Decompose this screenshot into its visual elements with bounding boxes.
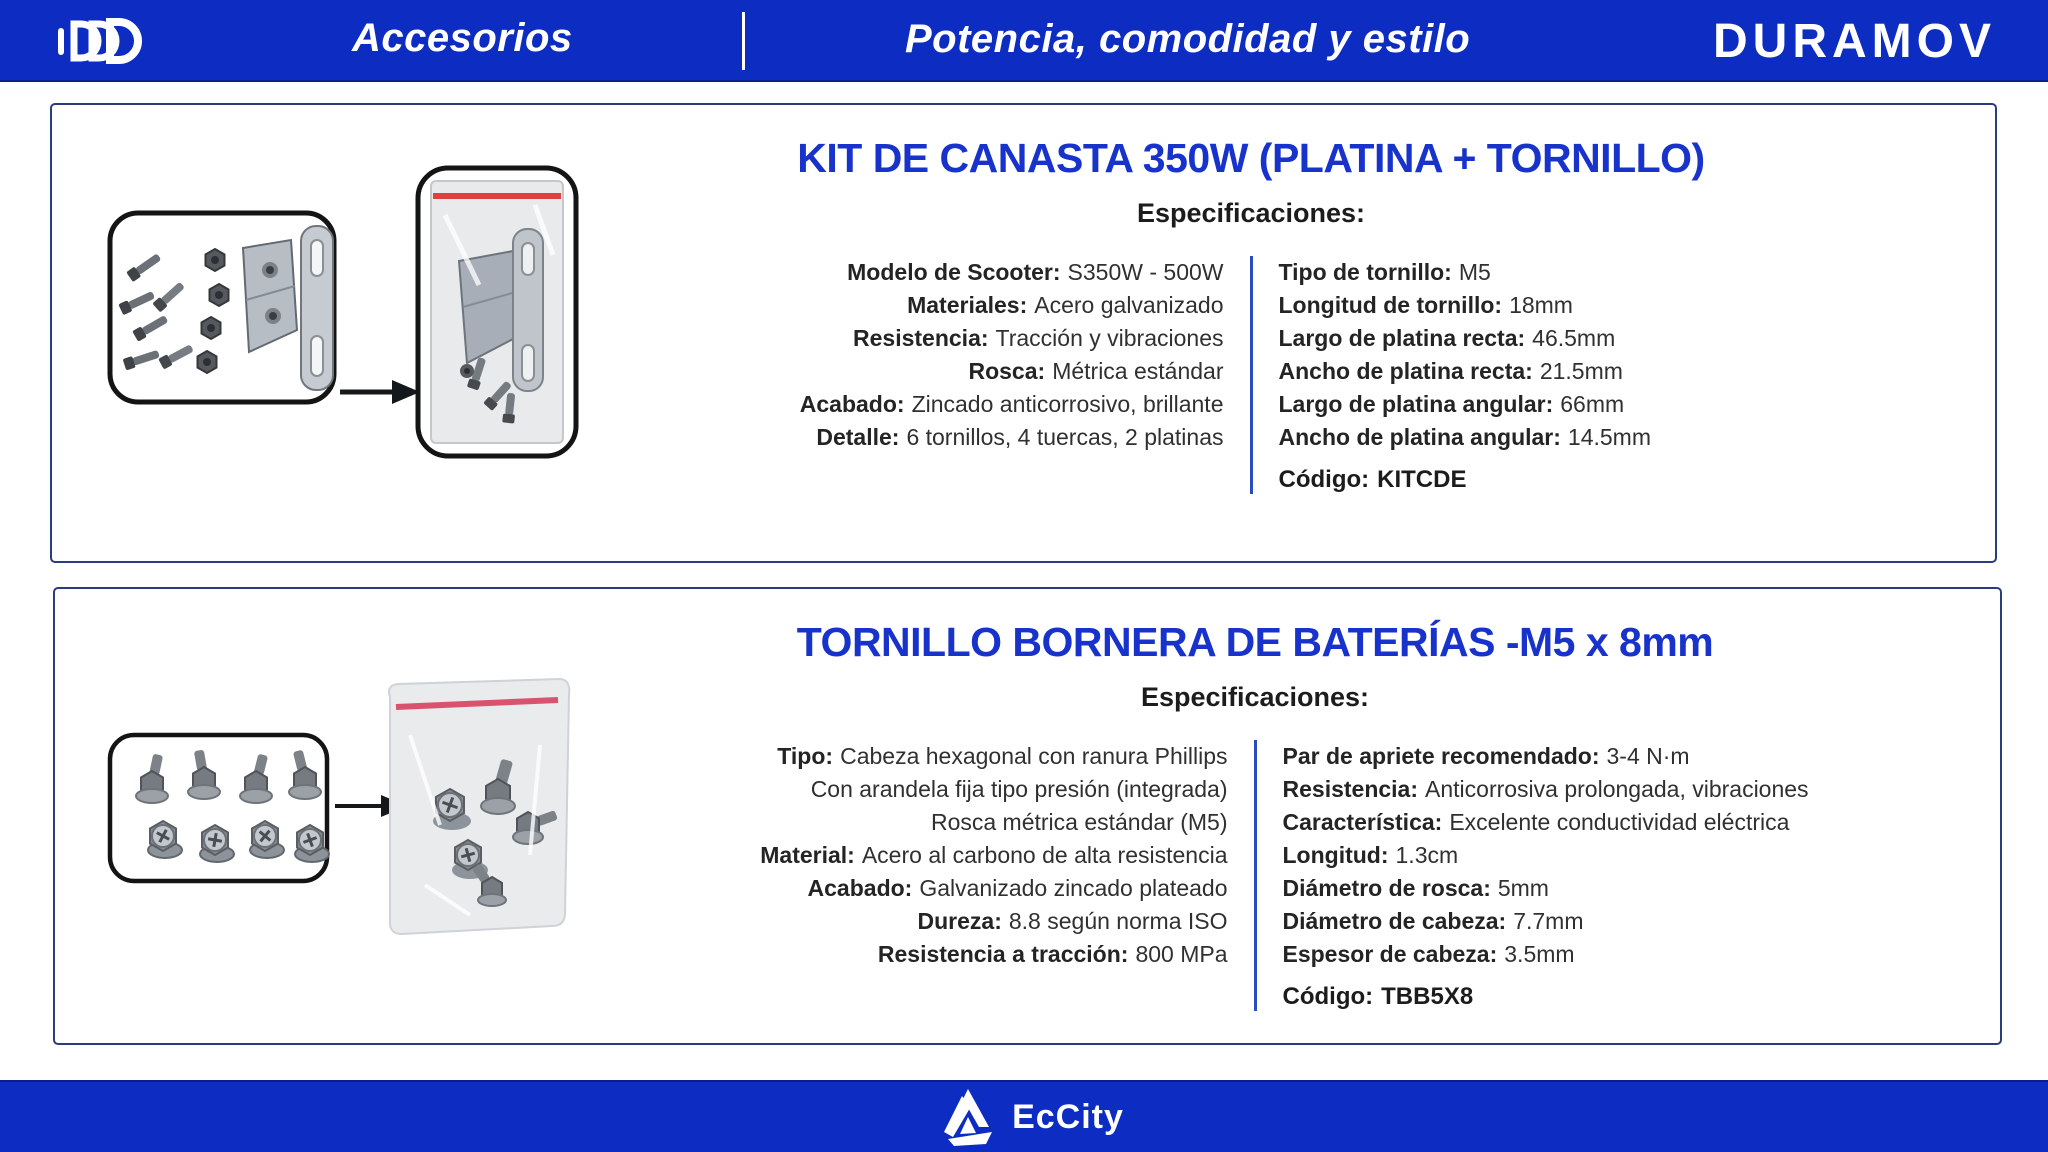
header-divider [742, 12, 745, 70]
spec-row: Diámetro de rosca: 5mm [1282, 875, 1549, 901]
specs-divider-line [1250, 256, 1253, 494]
footer-bar [0, 1080, 2048, 1152]
product2-parts-photo [107, 732, 330, 884]
product1-specs-left [662, 256, 1224, 494]
spec-row: Tipo: Cabeza hexagonal con ranura Phillips [777, 743, 1228, 769]
eccity-logo-text: EcCity [1012, 1097, 1124, 1136]
spec-row: Diámetro de cabeza: 7.7mm [1282, 908, 1584, 934]
spec-row: Modelo de Scooter: S350W - 500W [847, 259, 1224, 285]
spec-row: Resistencia: Tracción y vibraciones [853, 325, 1224, 351]
spec-row: Largo de platina angular: 66mm [1278, 391, 1625, 417]
eccity-triangle-icon [936, 1087, 998, 1147]
product2-specs-left [665, 740, 1228, 1011]
product2-code: Código: TBB5X8 [1282, 983, 1474, 1010]
spec-row: Ancho de platina angular: 14.5mm [1278, 424, 1652, 450]
spec-row: Rosca métrica estándar (M5) [930, 809, 1228, 835]
product2-specs [665, 740, 1845, 1011]
spec-row: Rosca: Métrica estándar [968, 358, 1224, 384]
header-tagline: Potencia, comodidad y estilo [905, 17, 1471, 61]
product2-content [665, 589, 1845, 1011]
product1-parts-photo [107, 210, 337, 405]
product1-code: Código: KITCDE [1278, 466, 1467, 493]
spec-row: Detalle: 6 tornillos, 4 tuercas, 2 platinas [816, 424, 1224, 450]
product1-title: KIT DE CANASTA 350W (PLATINA + TORNILLO) [797, 135, 1705, 181]
spec-row: Materiales: Acero galvanizado [907, 292, 1224, 318]
spec-row: Ancho de platina recta: 21.5mm [1278, 358, 1623, 384]
spec-row: Tipo de tornillo: M5 [1278, 259, 1491, 285]
spec-row: Acabado: Zincado anticorrosivo, brillante [799, 391, 1224, 417]
spec-row: Par de apriete recomendado: 3-4 N·m [1282, 743, 1690, 769]
spec-row: Espesor de cabeza: 3.5mm [1282, 941, 1575, 967]
product1-specs-right [1279, 256, 1841, 494]
ddd-brand-logo-icon [52, 11, 148, 71]
product1-packaged-photo [415, 165, 579, 459]
product2-packaged-photo [380, 675, 575, 939]
arrow-right-icon [340, 377, 420, 407]
product1-specs-heading: Especificaciones: [1136, 198, 1366, 228]
product2-title: TORNILLO BORNERA DE BATERÍAS -M5 x 8mm [796, 619, 1714, 665]
product1-visuals [52, 105, 662, 561]
duramov-logo: DURAMOV [1713, 15, 1996, 68]
product2-specs-right [1283, 740, 1846, 1011]
header-bar [0, 0, 2048, 82]
spec-row: Resistencia: Anticorrosiva prolongada, vibraciones [1282, 776, 1809, 802]
specs-divider-line [1254, 740, 1257, 1011]
product1-specs [662, 256, 1840, 494]
spec-row: Longitud: 1.3cm [1282, 842, 1459, 868]
header-section-title: Accesorios [352, 16, 573, 60]
eccity-logo [936, 1087, 1124, 1147]
spec-row: Característica: Excelente conductividad eléctrica [1282, 809, 1790, 835]
spec-row: Material: Acero al carbono de alta resistencia [760, 842, 1228, 868]
product-card-tornillo-bornera [53, 587, 2002, 1045]
spec-row: Longitud de tornillo: 18mm [1278, 292, 1573, 318]
spec-row: Largo de platina recta: 46.5mm [1278, 325, 1616, 351]
spec-row: Con arandela fija tipo presión (integrada) [810, 776, 1228, 802]
spec-row: Dureza: 8.8 según norma ISO [917, 908, 1228, 934]
product1-content [662, 105, 1840, 494]
bag-zip-strip [433, 193, 561, 199]
spec-row: Acabado: Galvanizado zincado plateado [807, 875, 1228, 901]
product2-specs-heading: Especificaciones: [1140, 682, 1370, 712]
straight-plate [301, 226, 333, 390]
product2-visuals [55, 589, 665, 1043]
spec-row: Resistencia a tracción: 800 MPa [877, 941, 1228, 967]
product-card-kit-canasta [50, 103, 1997, 563]
